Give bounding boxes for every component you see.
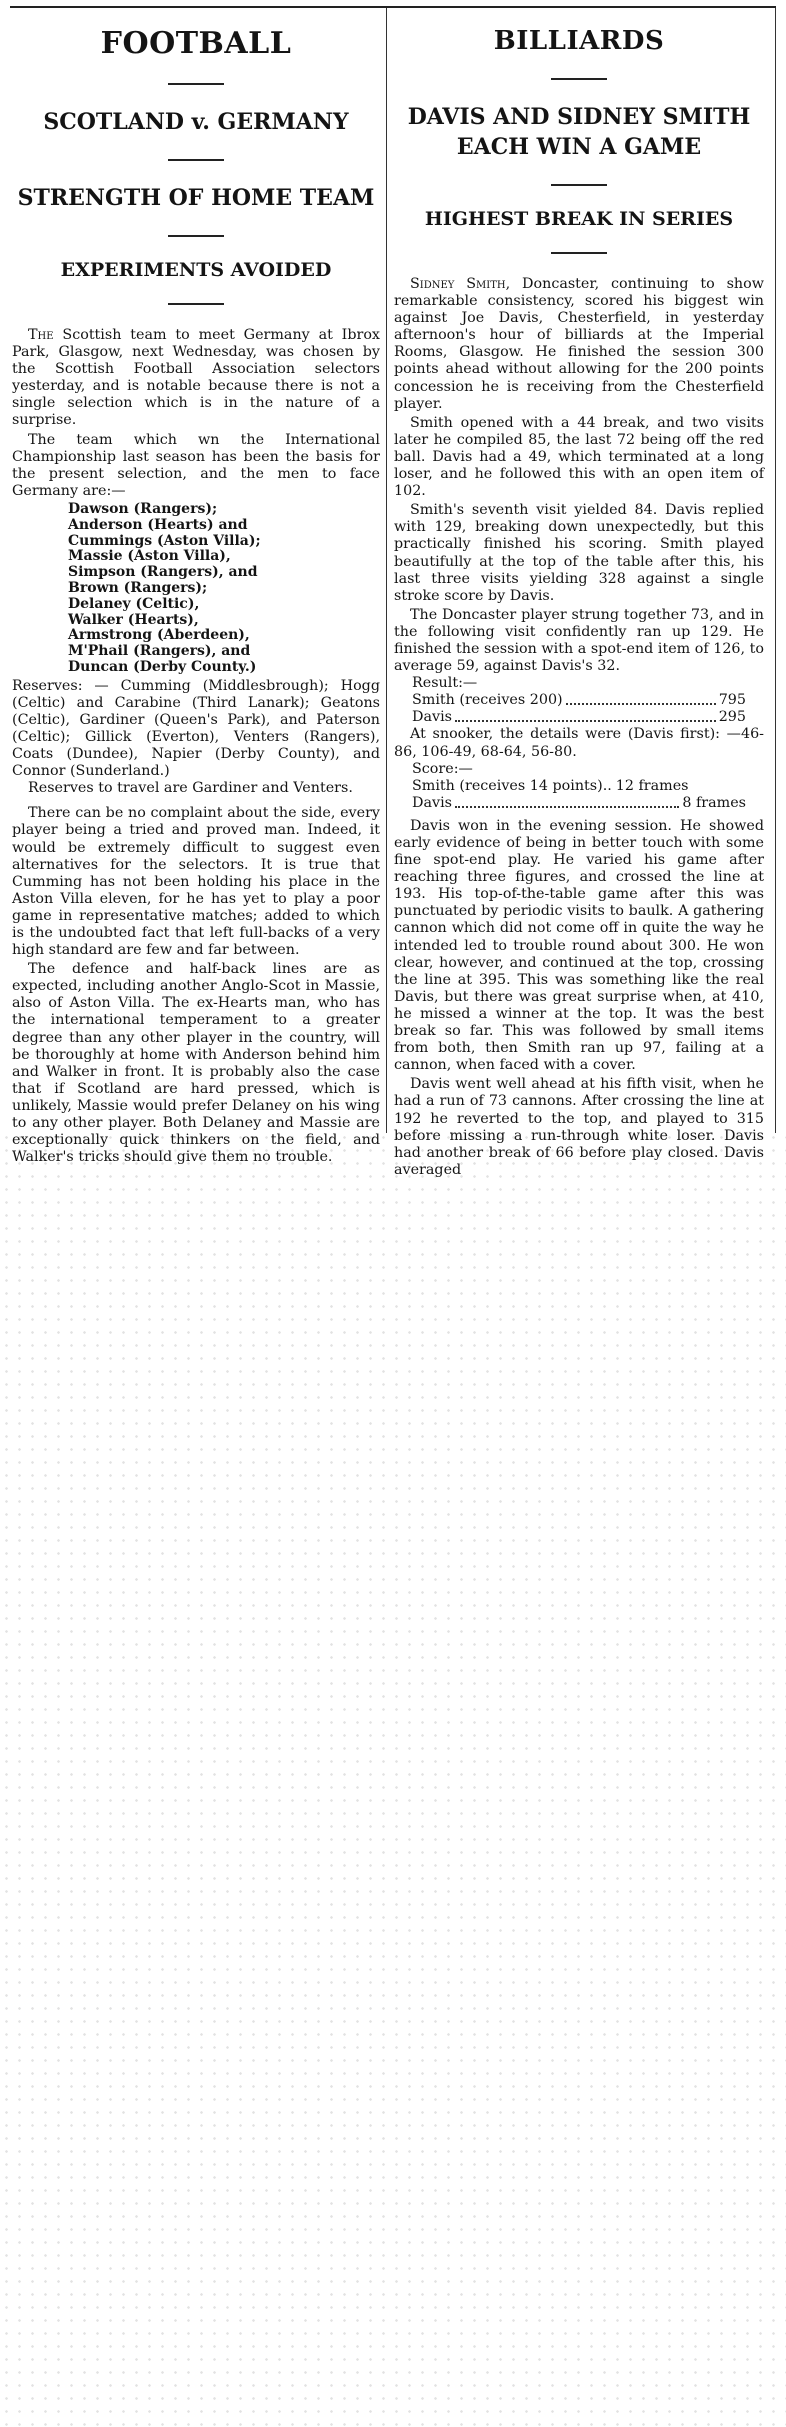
- billiards-paragraph: Smith's seventh visit yielded 84. Davis replied with 129, breaking down unexpectedly, but this practically finished his scoring. Smith played beautifully at the top of the table after this, his last three visits yielding 328 against a single stroke score by Davis.: [394, 502, 764, 604]
- score-name: Davis: [412, 794, 452, 811]
- billiards-intro-text: Doncaster, continuing to show remarkable consistency, scored his biggest win against Joe Davis, Chesterfield, in yesterday afternoon's hour of billiards at the Imperial Rooms, Glasgow. He finished the session 300 points ahead without allowing for the 200 points concession he is receiving from the Chesterfield player.: [394, 276, 764, 412]
- football-column: [12, 8, 380, 1166]
- team-list-item: Duncan (Derby County.): [68, 658, 257, 675]
- billiards-column: [394, 8, 764, 1179]
- separator: [551, 184, 607, 186]
- result-score: 295: [718, 709, 746, 726]
- result-score: 795: [718, 692, 746, 709]
- separator: [168, 83, 224, 85]
- result-label: Result:—: [412, 675, 478, 692]
- football-paragraph: There can be no complaint about the side, every player being a tried and proved man. Indeed, it would be extremely difficult to suggest even alternatives for the selectors. It is true that Cumming has not been holding his place in the Aston Villa eleven, for he has yet to play a poor game in representative matches; added to which is the undoubted fact that left full-backs of a very high standard are few and far between.: [12, 805, 380, 959]
- football-subhead-experiments: EXPERIMENTS AVOIDED: [60, 259, 332, 281]
- team-list-item: M'Phail (Rangers), and: [68, 643, 251, 660]
- billiards-paragraph: Smith opened with a 44 break, and two visits later he compiled 85, the last 72 being off the red ball. Davis had a 49, which terminated at a long loser, and he followed this with an open item of 102.: [394, 414, 764, 500]
- team-list-item: Brown (Rangers);: [68, 579, 208, 596]
- football-intro-lead: The: [28, 327, 54, 343]
- team-list-item: Armstrong (Aberdeen),: [68, 627, 250, 644]
- separator: [551, 252, 607, 254]
- leader-dots: [566, 692, 716, 705]
- leader-dots: [455, 795, 679, 808]
- football-subhead-strength: STRENGTH OF HOME TEAM: [17, 185, 375, 211]
- team-list-item: Walker (Hearts),: [68, 611, 199, 628]
- team-list-item: Massie (Aston Villa),: [68, 548, 231, 565]
- reserves-paragraph: Reserves: — Cumming (Middlesbrough); Hogg (Celtic) and Carabine (Third Lanark); Geatons (Celtic), Gardiner (Queen's Park), and Paterson (Celtic); Gillick (Everton), Venters (Rangers), Coats (Dundee), Napier (Derby County), and Connor (Sunderland.): [12, 677, 380, 780]
- separator: [168, 303, 224, 305]
- score-value: 12 frames: [615, 777, 689, 794]
- billiards-section-title: BILLIARDS: [493, 26, 665, 56]
- score-label: Score:—: [412, 760, 473, 777]
- column-divider: [386, 8, 387, 1133]
- team-list-item: Dawson (Rangers);: [68, 500, 218, 517]
- leader-dots: [455, 709, 716, 722]
- football-article: [12, 327, 380, 1166]
- team-list: [68, 502, 380, 676]
- result-row: [412, 709, 764, 726]
- separator: [551, 78, 607, 80]
- billiards-intro-lead: Sidney Smith,: [410, 276, 511, 292]
- team-list-item: Anderson (Hearts) and: [68, 516, 248, 533]
- snooker-paragraph: At snooker, the details were (Davis first): —46-86, 106-49, 68-64, 56-80.: [394, 726, 764, 760]
- football-intro-text: Scottish team to meet Germany at Ibrox Park, Glasgow, next Wednesday, was chosen by the Scottish Football Association selectors yesterday, and is notable because there is not a single selection which is in the nature of a surprise.: [12, 327, 380, 429]
- billiards-paragraph: Davis won in the evening session. He showed early evidence of being in better touch with some fine spot-end play. He varied his game after reaching three figures, and crossed the line at 193. His top-of-the-table game after this was punctuated by periodic visits to baulk. A gathering cannon which did not come off in quite the way he intended led to trouble round about 300. He won clear, however, and continued at the top, crossing the line at 395. This was something like the real Davis, but there was great surprise when, at 410, he missed a winner at the top. It was the best break so far. This was followed by small items from both, then Smith ran up 97, failing at a cannon, when faced with a cover.: [394, 817, 764, 1074]
- football-paragraph: The team which wn the International Championship last season has been the basis for the present selection, and the men to face Germany are:—: [12, 431, 380, 499]
- newspaper-clipping: [0, 0, 786, 1178]
- score-value: 8 frames: [682, 794, 746, 811]
- result-name: Smith (receives 200): [412, 692, 563, 709]
- separator: [168, 159, 224, 161]
- billiards-paragraph: The Doncaster player strung together 73, and in the following visit confidently ran up 129. He finished the session with a spot-end item of 126, to average 59, against Davis's 32.: [394, 606, 764, 675]
- team-list-item: Cummings (Aston Villa);: [68, 532, 261, 549]
- separator: [168, 235, 224, 237]
- billiards-headline: DAVIS AND SIDNEY SMITH EACH WIN A GAME: [407, 104, 751, 160]
- reserves-block: [12, 678, 380, 781]
- score-name: Smith (receives 14 points)..: [412, 777, 612, 794]
- reserves-travel-paragraph: Reserves to travel are Gardiner and Venters.: [28, 780, 353, 797]
- billiards-intro-paragraph: [394, 276, 764, 413]
- result-row: [412, 692, 764, 709]
- right-border: [775, 8, 776, 1133]
- score-row: [412, 778, 764, 795]
- football-paragraph: The defence and half-back lines are as expected, including another Anglo-Scot in Massie, also of Aston Villa. The ex-Hearts man, who has the international temperament to a greater degree than any other player in the country, will be thoroughly at home with Anderson behind him and Walker in front. It is probably also the case that if Scotland are hard pressed, which is unlikely, Massie would prefer Delaney on his wing to any other player. Both Delaney and Massie are exceptionally quick thinkers on the field, and Walker's tricks should give them no trouble.: [12, 961, 380, 1166]
- billiards-paragraph: Davis went well ahead at his fifth visit, when he had a run of 73 cannons. After crossing the line at 192 he reverted to the top, and played to 315 before missing a run-through white loser. Davis had another break of 66 before play closed. Davis averaged: [394, 1076, 764, 1178]
- score-row: [412, 795, 764, 812]
- football-intro-paragraph: [12, 327, 380, 430]
- football-section-title: FOOTBALL: [100, 26, 292, 61]
- billiards-subhead: HIGHEST BREAK IN SERIES: [424, 208, 734, 230]
- team-list-item: Simpson (Rangers), and: [68, 564, 258, 581]
- billiards-article: [394, 276, 764, 1179]
- football-headline: SCOTLAND v. GERMANY: [43, 109, 349, 135]
- team-list-item: Delaney (Celtic),: [68, 595, 200, 612]
- result-name: Davis: [412, 709, 452, 726]
